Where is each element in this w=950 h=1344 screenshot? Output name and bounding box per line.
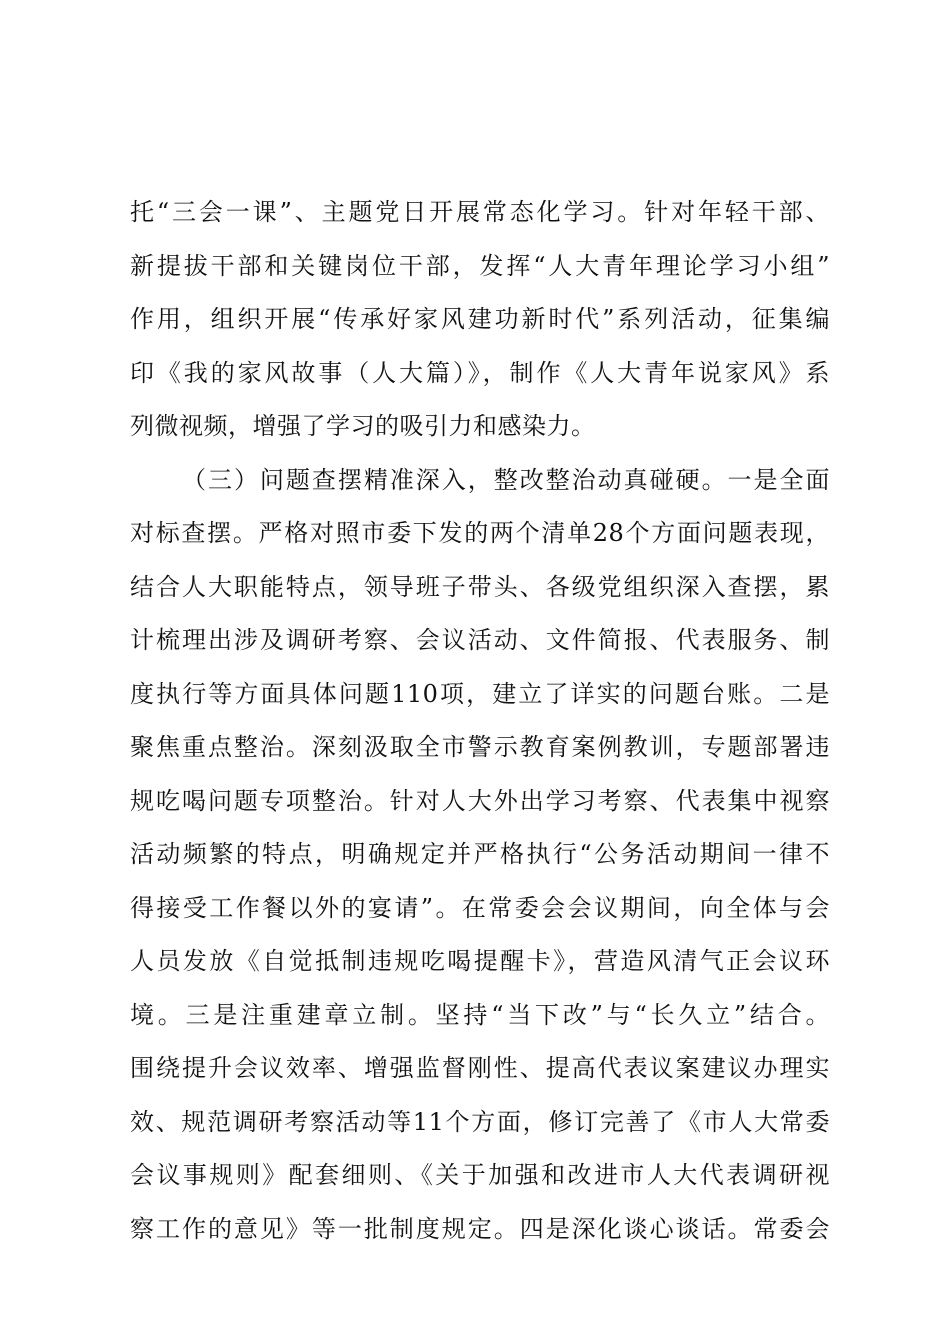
text-line: 作用，组织开展“传承好家风建功新时代”系列活动，征集编 bbox=[130, 305, 830, 333]
text-line: 聚焦重点整治。深刻汲取全市警示教育案例教训，专题部署违 bbox=[130, 733, 830, 761]
text-line: 新提拔干部和关键岗位干部，发挥“人大青年理论学习小组” bbox=[130, 251, 830, 280]
text-line: 计梳理出涉及调研考察、会议活动、文件简报、代表服务、制 bbox=[130, 626, 830, 654]
document-body bbox=[130, 186, 830, 1256]
text-line: 列微视频，增强了学习的吸引力和感染力。 bbox=[130, 412, 596, 440]
text-line: 结合人大职能特点，领导班子带头、各级党组织深入查摆，累 bbox=[130, 572, 830, 601]
text-line: 度执行等方面具体问题110项，建立了详实的问题台账。二是 bbox=[130, 679, 830, 708]
text-line: 人员发放《自觉抵制违规吃喝提醒卡》，营造风清气正会议环 bbox=[130, 947, 830, 975]
text-line: 境。三是注重建章立制。坚持“当下改”与“长久立”结合。 bbox=[130, 1000, 830, 1029]
text-line: 得接受工作餐以外的宴请”。在常委会会议期间，向全体与会 bbox=[130, 893, 830, 922]
text-line: 察工作的意见》等一批制度规定。四是深化谈心谈话。常委会 bbox=[130, 1214, 830, 1243]
text-line: 规吃喝问题专项整治。针对人大外出学习考察、代表集中视察 bbox=[130, 786, 830, 815]
text-line: 活动频繁的特点，明确规定并严格执行“公务活动期间一律不 bbox=[130, 840, 830, 868]
text-line: 印《我的家风故事（人大篇）》，制作《人大青年说家风》系 bbox=[130, 358, 830, 387]
text-line: 托“三会一课”、主题党日开展常态化学习。针对年轻干部、 bbox=[130, 198, 830, 226]
text-line: 效、规范调研考察活动等11个方面，修订完善了《市人大常委 bbox=[130, 1107, 830, 1136]
section-heading-line: （三）问题查摆精准深入，整改整治动真碰硬。一是全面 bbox=[182, 465, 830, 494]
text-line: 会议事规则》配套细则、《关于加强和改进市人大代表调研视 bbox=[130, 1161, 830, 1189]
text-line: 围绕提升会议效率、增强监督刚性、提高代表议案建议办理实 bbox=[130, 1054, 830, 1082]
text-line: 对标查摆。严格对照市委下发的两个清单28个方面问题表现， bbox=[130, 519, 830, 547]
